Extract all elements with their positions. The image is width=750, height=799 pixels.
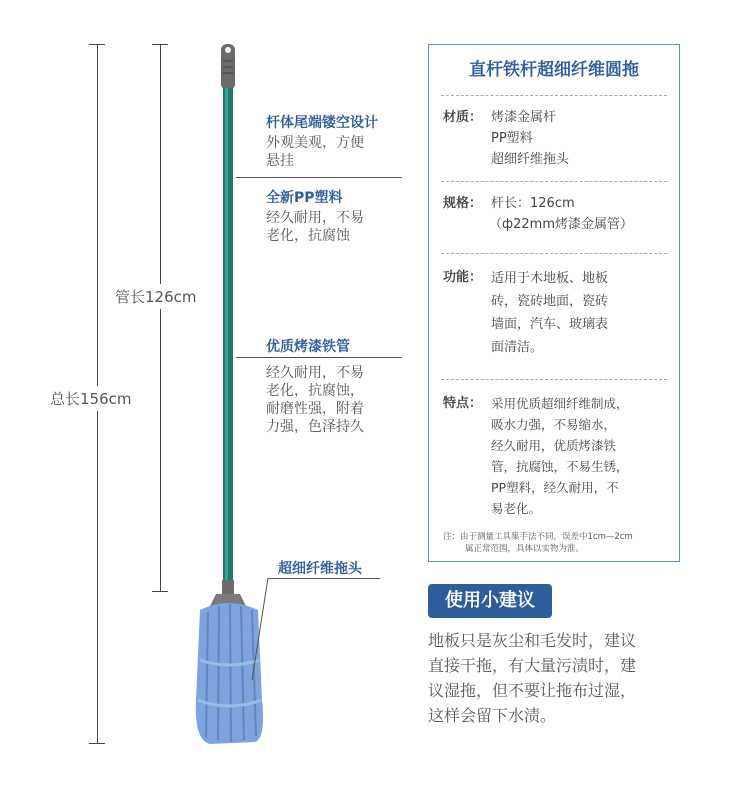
spec-separator bbox=[441, 181, 667, 182]
callout-pp-title: 全新PP塑料 bbox=[266, 190, 343, 206]
callout-pole-desc: 经久耐用，不易 老化，抗腐蚀， 耐磨性强，附着 力强，色泽持久 bbox=[266, 365, 364, 435]
total-length-label: 总长156cm bbox=[50, 386, 132, 411]
spec-panel bbox=[428, 44, 680, 562]
spec-material-line: 烤漆金属杆 bbox=[491, 110, 557, 125]
spec-feature-line: PP塑料，经久耐用，不 bbox=[491, 480, 619, 495]
tips-badge: 使用小建议 bbox=[428, 584, 552, 618]
callout-hang-desc: 外观美观，方便 悬挂 bbox=[266, 135, 364, 169]
spec-size-line: 杆长：126cm bbox=[491, 196, 575, 211]
pole-length-label: 管长126cm bbox=[115, 284, 197, 309]
spec-feature-line: 吸水力强，不易缩水， bbox=[491, 417, 617, 432]
spec-material-key: 材质： bbox=[443, 110, 483, 125]
callout-head-title: 超细纤维拖头 bbox=[278, 561, 362, 577]
tips-text: 地板只是灰尘和毛发时，建议 直接干拖，有大量污渍时，建 议湿拖，但不要让拖布过湿， 这样会留下水渍。 bbox=[428, 631, 637, 725]
spec-separator bbox=[441, 95, 667, 96]
spec-function-line: 适用于木地板、地板 bbox=[491, 271, 609, 286]
spec-size-key: 规格： bbox=[443, 196, 483, 211]
spec-function-line: 砖，瓷砖地面，瓷砖 bbox=[491, 294, 609, 309]
callout-pole-title: 优质烤漆铁管 bbox=[266, 339, 350, 355]
callout-hang-title: 杆体尾端镂空设计 bbox=[266, 115, 378, 131]
callout-pp-desc: 经久耐用，不易 老化，抗腐蚀 bbox=[266, 210, 364, 244]
spec-function-key: 功能： bbox=[443, 270, 483, 285]
spec-title: 直杆铁杆超细纤维圆拖 bbox=[469, 60, 639, 80]
spec-size-line: （ф22mm烤漆金属管） bbox=[489, 217, 633, 232]
spec-material-line: 超细纤维拖头 bbox=[491, 152, 570, 167]
spec-separator bbox=[441, 253, 667, 254]
spec-separator bbox=[441, 379, 667, 380]
spec-material-line: PP塑料 bbox=[491, 131, 533, 146]
spec-feature-line: 管，抗腐蚀，不易生锈， bbox=[491, 459, 629, 474]
spec-feature-line: 采用优质超细纤维制成， bbox=[491, 396, 629, 411]
spec-feature-key: 特点： bbox=[443, 396, 483, 411]
spec-feature-line: 易老化。 bbox=[491, 501, 542, 516]
spec-function-line: 墙面，汽车、玻璃表 bbox=[491, 317, 609, 332]
spec-note: 注：由于测量工具集手法不同，误差中1cm—2cm 属正常范围，具体以实物为准。 bbox=[443, 532, 633, 554]
spec-feature-line: 经久耐用，优质烤漆铁 bbox=[491, 438, 617, 453]
spec-function-line: 面清洁。 bbox=[491, 340, 544, 355]
